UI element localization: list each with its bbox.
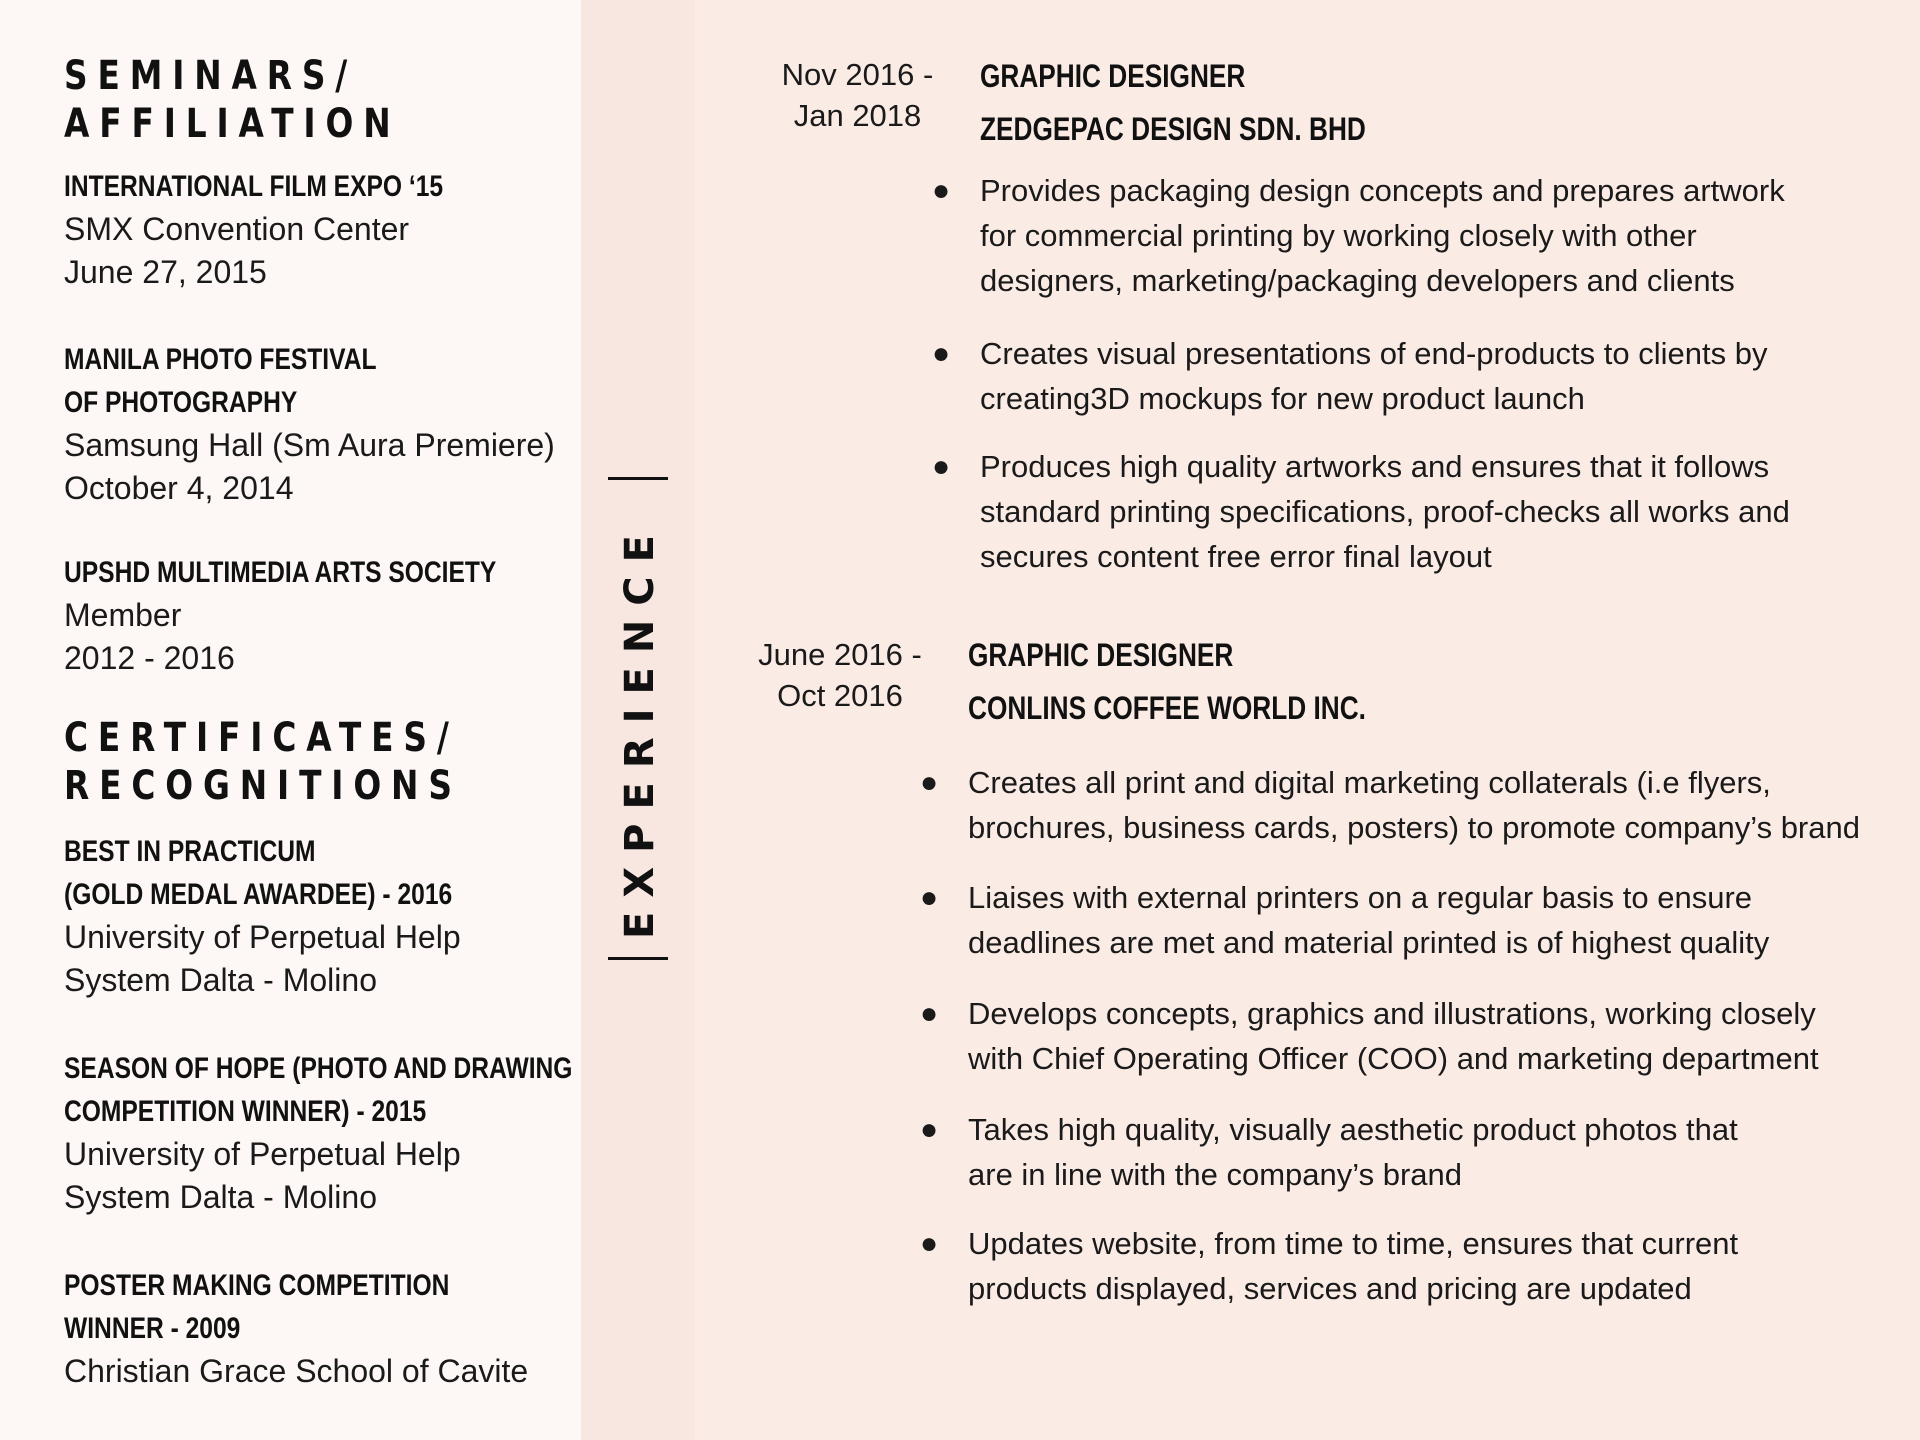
job-bullet	[920, 991, 1819, 1081]
bullet-dot-icon: ●	[932, 450, 951, 483]
job-bullet	[920, 1221, 1739, 1311]
bullet-line: creating3D mockups for new product launch	[980, 381, 1585, 416]
job-bullet	[932, 444, 1790, 579]
bullet-dot-icon: ●	[932, 174, 951, 207]
bullet-line: products displayed, services and pricing are updated	[968, 1271, 1692, 1306]
entry-date: June 27, 2015	[64, 254, 267, 290]
bullet-line: are in line with the company’s brand	[968, 1157, 1462, 1192]
bullet-line: Produces high quality artworks and ensures that it follows	[980, 449, 1770, 484]
entry-heading: BEST IN PRACTICUM	[64, 835, 316, 868]
certificate-entry-poster-making	[64, 1264, 534, 1393]
certificates-title	[64, 714, 462, 810]
seminars-title	[64, 52, 400, 148]
bullet-line: brochures, business cards, posters) to promote company’s brand	[968, 810, 1860, 845]
bullet-line: for commercial printing by working closely with other	[980, 218, 1697, 253]
job-bullet	[920, 760, 1860, 850]
seminar-entry-photo-festival	[64, 338, 555, 510]
certificate-entry-practicum	[64, 830, 537, 1002]
entry-date: October 4, 2014	[64, 470, 294, 506]
job-company: ZEDGEPAC DESIGN SDN. BHD	[980, 111, 1366, 147]
divider-bottom	[608, 957, 668, 960]
bullet-line: standard printing specifications, proof-checks all works and	[980, 494, 1790, 529]
entry-institution-line2: System Dalta - Molino	[64, 1179, 377, 1215]
entry-heading-line2: WINNER - 2009	[64, 1312, 241, 1345]
bullet-line: Creates all print and digital marketing collaterals (i.e flyers,	[968, 765, 1771, 800]
job-company: CONLINS COFFEE WORLD INC.	[968, 690, 1366, 726]
entry-institution: Christian Grace School of Cavite	[64, 1353, 529, 1389]
entry-institution: University of Perpetual Help	[64, 919, 461, 955]
job-date-end: Oct 2016	[777, 678, 903, 713]
job-bullet	[920, 875, 1770, 965]
entry-heading: SEASON OF HOPE (PHOTO AND DRAWING	[64, 1052, 573, 1085]
job-date-start: Nov 2016 -	[781, 57, 934, 92]
seminars-title-line1: SEMINARS/	[64, 53, 358, 99]
entry-venue: SMX Convention Center	[64, 211, 410, 247]
job-date-end: Jan 2018	[793, 98, 922, 133]
job-bullet	[932, 331, 1768, 421]
seminar-entry-film-expo	[64, 165, 526, 294]
job-bullet	[920, 1107, 1738, 1197]
bullet-dot-icon: ●	[932, 337, 951, 370]
bullet-line: Liaises with external printers on a regular basis to ensure	[968, 880, 1753, 915]
bullet-dot-icon: ●	[920, 1227, 939, 1260]
bullet-line: designers, marketing/packaging developers and clients	[980, 263, 1735, 298]
entry-heading-line2: COMPETITION WINNER) - 2015	[64, 1095, 427, 1128]
entry-heading: POSTER MAKING COMPETITION	[64, 1269, 450, 1302]
entry-heading: UPSHD MULTIMEDIA ARTS SOCIETY	[64, 556, 497, 589]
bullet-dot-icon: ●	[920, 1113, 939, 1146]
entry-venue: Samsung Hall (Sm Aura Premiere)	[64, 427, 555, 463]
bullet-line: Develops concepts, graphics and illustrations, working closely	[968, 996, 1816, 1031]
job-dates	[760, 54, 955, 136]
bullet-dot-icon: ●	[920, 766, 939, 799]
job-bullet	[932, 168, 1785, 303]
job-dates	[740, 634, 940, 716]
bullet-dot-icon: ●	[920, 997, 939, 1030]
bullet-line: secures content free error final layout	[980, 539, 1492, 574]
bullet-line: Creates visual presentations of end-products to clients by	[980, 336, 1768, 371]
entry-institution-line2: System Dalta - Molino	[64, 962, 377, 998]
job-date-start: June 2016 -	[758, 637, 922, 672]
entry-institution: University of Perpetual Help	[64, 1136, 461, 1172]
certificates-title-line1: CERTIFICATES/	[64, 715, 459, 761]
certificate-entry-season-of-hope	[64, 1047, 684, 1219]
seminar-entry-arts-society	[64, 551, 591, 680]
entry-role: Member	[64, 597, 182, 633]
certificates-title-line2: RECOGNITIONS	[64, 763, 462, 809]
bullet-line: Takes high quality, visually aesthetic product photos that	[968, 1112, 1738, 1147]
job-title: GRAPHIC DESIGNER	[968, 637, 1234, 673]
bullet-dot-icon: ●	[920, 881, 939, 914]
seminars-title-line2: AFFILIATION	[64, 101, 401, 147]
entry-date: 2012 - 2016	[64, 640, 235, 676]
bullet-line: Updates website, from time to time, ensures that current	[968, 1226, 1739, 1261]
bullet-line: deadlines are met and material printed is of highest quality	[968, 925, 1770, 960]
entry-heading: MANILA PHOTO FESTIVAL	[64, 343, 377, 376]
entry-heading-line2: (GOLD MEDAL AWARDEE) - 2016	[64, 878, 453, 911]
experience-label: EXPERIENCE	[617, 521, 663, 939]
bullet-line: with Chief Operating Officer (COO) and marketing department	[968, 1041, 1819, 1076]
job-title: GRAPHIC DESIGNER	[980, 58, 1246, 94]
divider-top	[608, 477, 668, 480]
entry-heading-line2: OF PHOTOGRAPHY	[64, 386, 298, 419]
entry-heading: INTERNATIONAL FILM EXPO ‘15	[64, 170, 444, 203]
bullet-line: Provides packaging design concepts and prepares artwork	[980, 173, 1785, 208]
